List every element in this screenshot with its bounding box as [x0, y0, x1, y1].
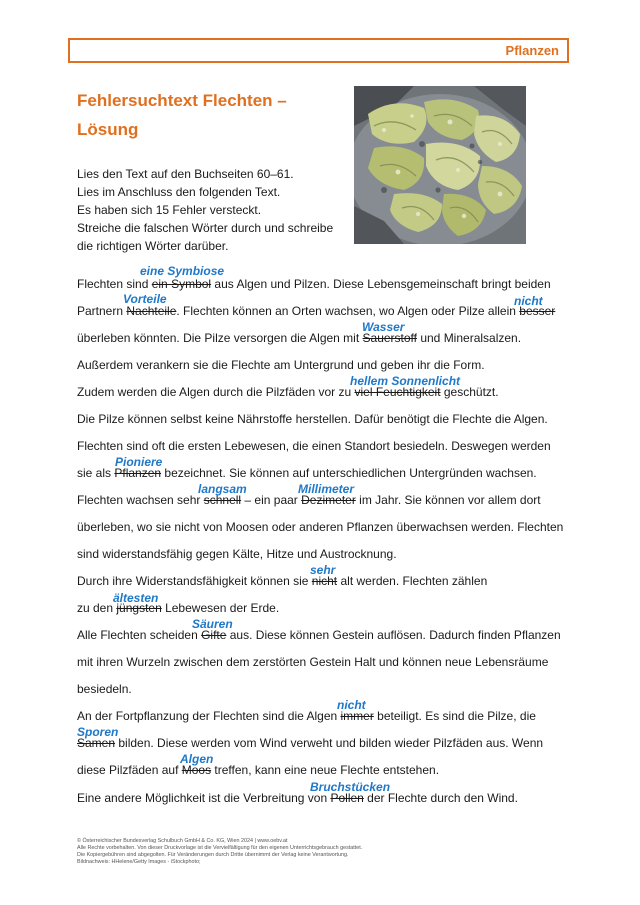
- struck-error: Pollen: [330, 791, 364, 805]
- text-line: zu den jüngsten Lebewesen der Erde.: [77, 601, 280, 615]
- struck-error: nicht: [311, 574, 338, 588]
- correction-word: Vorteile: [123, 292, 167, 306]
- correction-word: Sporen: [77, 725, 119, 739]
- instruction-line: Es haben sich 15 Fehler versteckt.: [77, 203, 262, 217]
- text-line: Zudem werden die Algen durch die Pilzfäden vor zu viel Feuchtigkeit geschützt.: [77, 385, 499, 399]
- category-label: Pflanzen: [505, 43, 559, 58]
- struck-error: jüngsten: [116, 601, 162, 615]
- correction-word: eine Symbiose: [140, 264, 225, 278]
- correction-word: hellem Sonnenlicht: [350, 374, 461, 388]
- struck-error: immer: [340, 709, 374, 723]
- text-line: Die Pilze können selbst keine Nährstoffe herstellen. Dafür benötigt die Flechte die Algen.: [77, 412, 548, 426]
- text-line: Partnern Nachteile. Flechten können an Orten wachsen, wo Algen oder Pilze allein besser: [77, 304, 556, 318]
- text-line: Samen bilden. Diese werden vom Wind verweht und bilden wieder Pilzfäden aus. Wenn: [77, 736, 544, 750]
- text-line: Durch ihre Widerstandsfähigkeit können sie nicht alt werden. Flechten zählen: [77, 574, 488, 588]
- struck-error: Pflanzen: [114, 466, 162, 480]
- footer-line: © Österreichischer Bundesverlag Schulbuch GmbH & Co. KG, Wien 2024 | www.oebv.at: [77, 838, 288, 844]
- text-line: sie als Pflanzen bezeichnet. Sie können auf unterschiedlichen Untergründen wachsen.: [77, 466, 537, 480]
- text-line: sind widerstandsfähig gegen Kälte, Hitze und Austrocknung.: [77, 547, 397, 561]
- text-line: Alle Flechten scheiden Gifte aus. Diese können Gestein auflösen. Dadurch finden Pflanzen: [77, 628, 561, 642]
- correction-word: Millimeter: [298, 482, 355, 496]
- instruction-line: Lies den Text auf den Buchseiten 60–61.: [77, 167, 294, 181]
- struck-error: Gifte: [201, 628, 227, 642]
- struck-error: besser: [519, 304, 556, 318]
- instruction-line: die richtigen Wörter darüber.: [77, 239, 229, 253]
- struck-error: Dezimeter: [301, 493, 356, 507]
- struck-error: ein Symbol: [151, 277, 212, 291]
- correction-word: ältesten: [113, 591, 159, 605]
- instruction-line: Streiche die falschen Wörter durch und schreibe: [77, 221, 334, 235]
- text-line: überleben könnten. Die Pilze versorgen die Algen mit Sauerstoff und Mineralsalzen.: [77, 331, 522, 345]
- correction-word: sehr: [310, 563, 336, 577]
- struck-error: Moos: [181, 763, 212, 777]
- struck-error: Sauerstoff: [362, 331, 417, 345]
- instructions: [77, 165, 367, 255]
- correction-word: Pioniere: [115, 455, 163, 469]
- text-line: Flechten sind ein Symbol aus Algen und Pilzen. Diese Lebensgemeinschaft bringt beiden: [77, 277, 551, 291]
- copyright-footer: [77, 838, 557, 866]
- correction-word: Bruchstücken: [310, 780, 391, 794]
- text-line: An der Fortpflanzung der Flechten sind die Algen immer beteiligt. Es sind die Pilze, die: [77, 709, 536, 723]
- correction-word: Wasser: [362, 320, 405, 334]
- page-title: Fehlersuchtext Flechten – Lösung: [77, 91, 287, 139]
- struck-error: Samen: [77, 736, 116, 750]
- text-line: überleben, wo sie nicht von Moosen oder anderen Pflanzen überwachsen werden. Flechten: [77, 520, 564, 534]
- footer-line: Alle Rechte vorbehalten. Von dieser Druckvorlage ist die Vervielfältigung für den eigenen Unterrichtsgebrauch gestattet.: [77, 845, 363, 851]
- struck-error: Nachteile: [126, 304, 177, 318]
- correction-word: langsam: [198, 482, 247, 496]
- text-line: Eine andere Möglichkeit ist die Verbreitung von Pollen der Flechte durch den Wind.: [77, 791, 518, 805]
- footer-line: Bildnachweis: HHelene/Getty Images - iStockphoto;: [77, 859, 201, 865]
- correction-word: nicht: [514, 294, 543, 308]
- correction-word: nicht: [337, 698, 366, 712]
- text-line: mit ihren Wurzeln zwischen dem zerstörten Gestein Halt und können neue Lebensräume: [77, 655, 549, 669]
- struck-error: schnell: [203, 493, 242, 507]
- footer-line: Die Kopiergebühren sind abgegolten. Für Veränderungen durch Dritte übernimmt der Verlag keine Verantwortung.: [77, 852, 349, 858]
- text-line: besiedeln.: [77, 682, 132, 696]
- correction-word: Säuren: [192, 617, 233, 631]
- text-line: Außerdem verankern sie die Flechte am Untergrund und geben ihr die Form.: [77, 358, 485, 372]
- text-line: Flechten sind oft die ersten Lebewesen, die einen Standort besiedeln. Deswegen werden: [77, 439, 551, 453]
- instruction-line: Lies im Anschluss den folgenden Text.: [77, 185, 281, 199]
- text-line: Flechten wachsen sehr schnell – ein paar Dezimeter im Jahr. Sie können vor allem dort: [77, 493, 541, 507]
- correction-word: Algen: [180, 752, 214, 766]
- header-bar: [68, 38, 569, 63]
- struck-error: viel Feuchtigkeit: [354, 385, 441, 399]
- text-line: diese Pilzfäden auf Moos treffen, kann eine neue Flechte entstehen.: [77, 763, 440, 777]
- lichen-photo: [354, 86, 526, 244]
